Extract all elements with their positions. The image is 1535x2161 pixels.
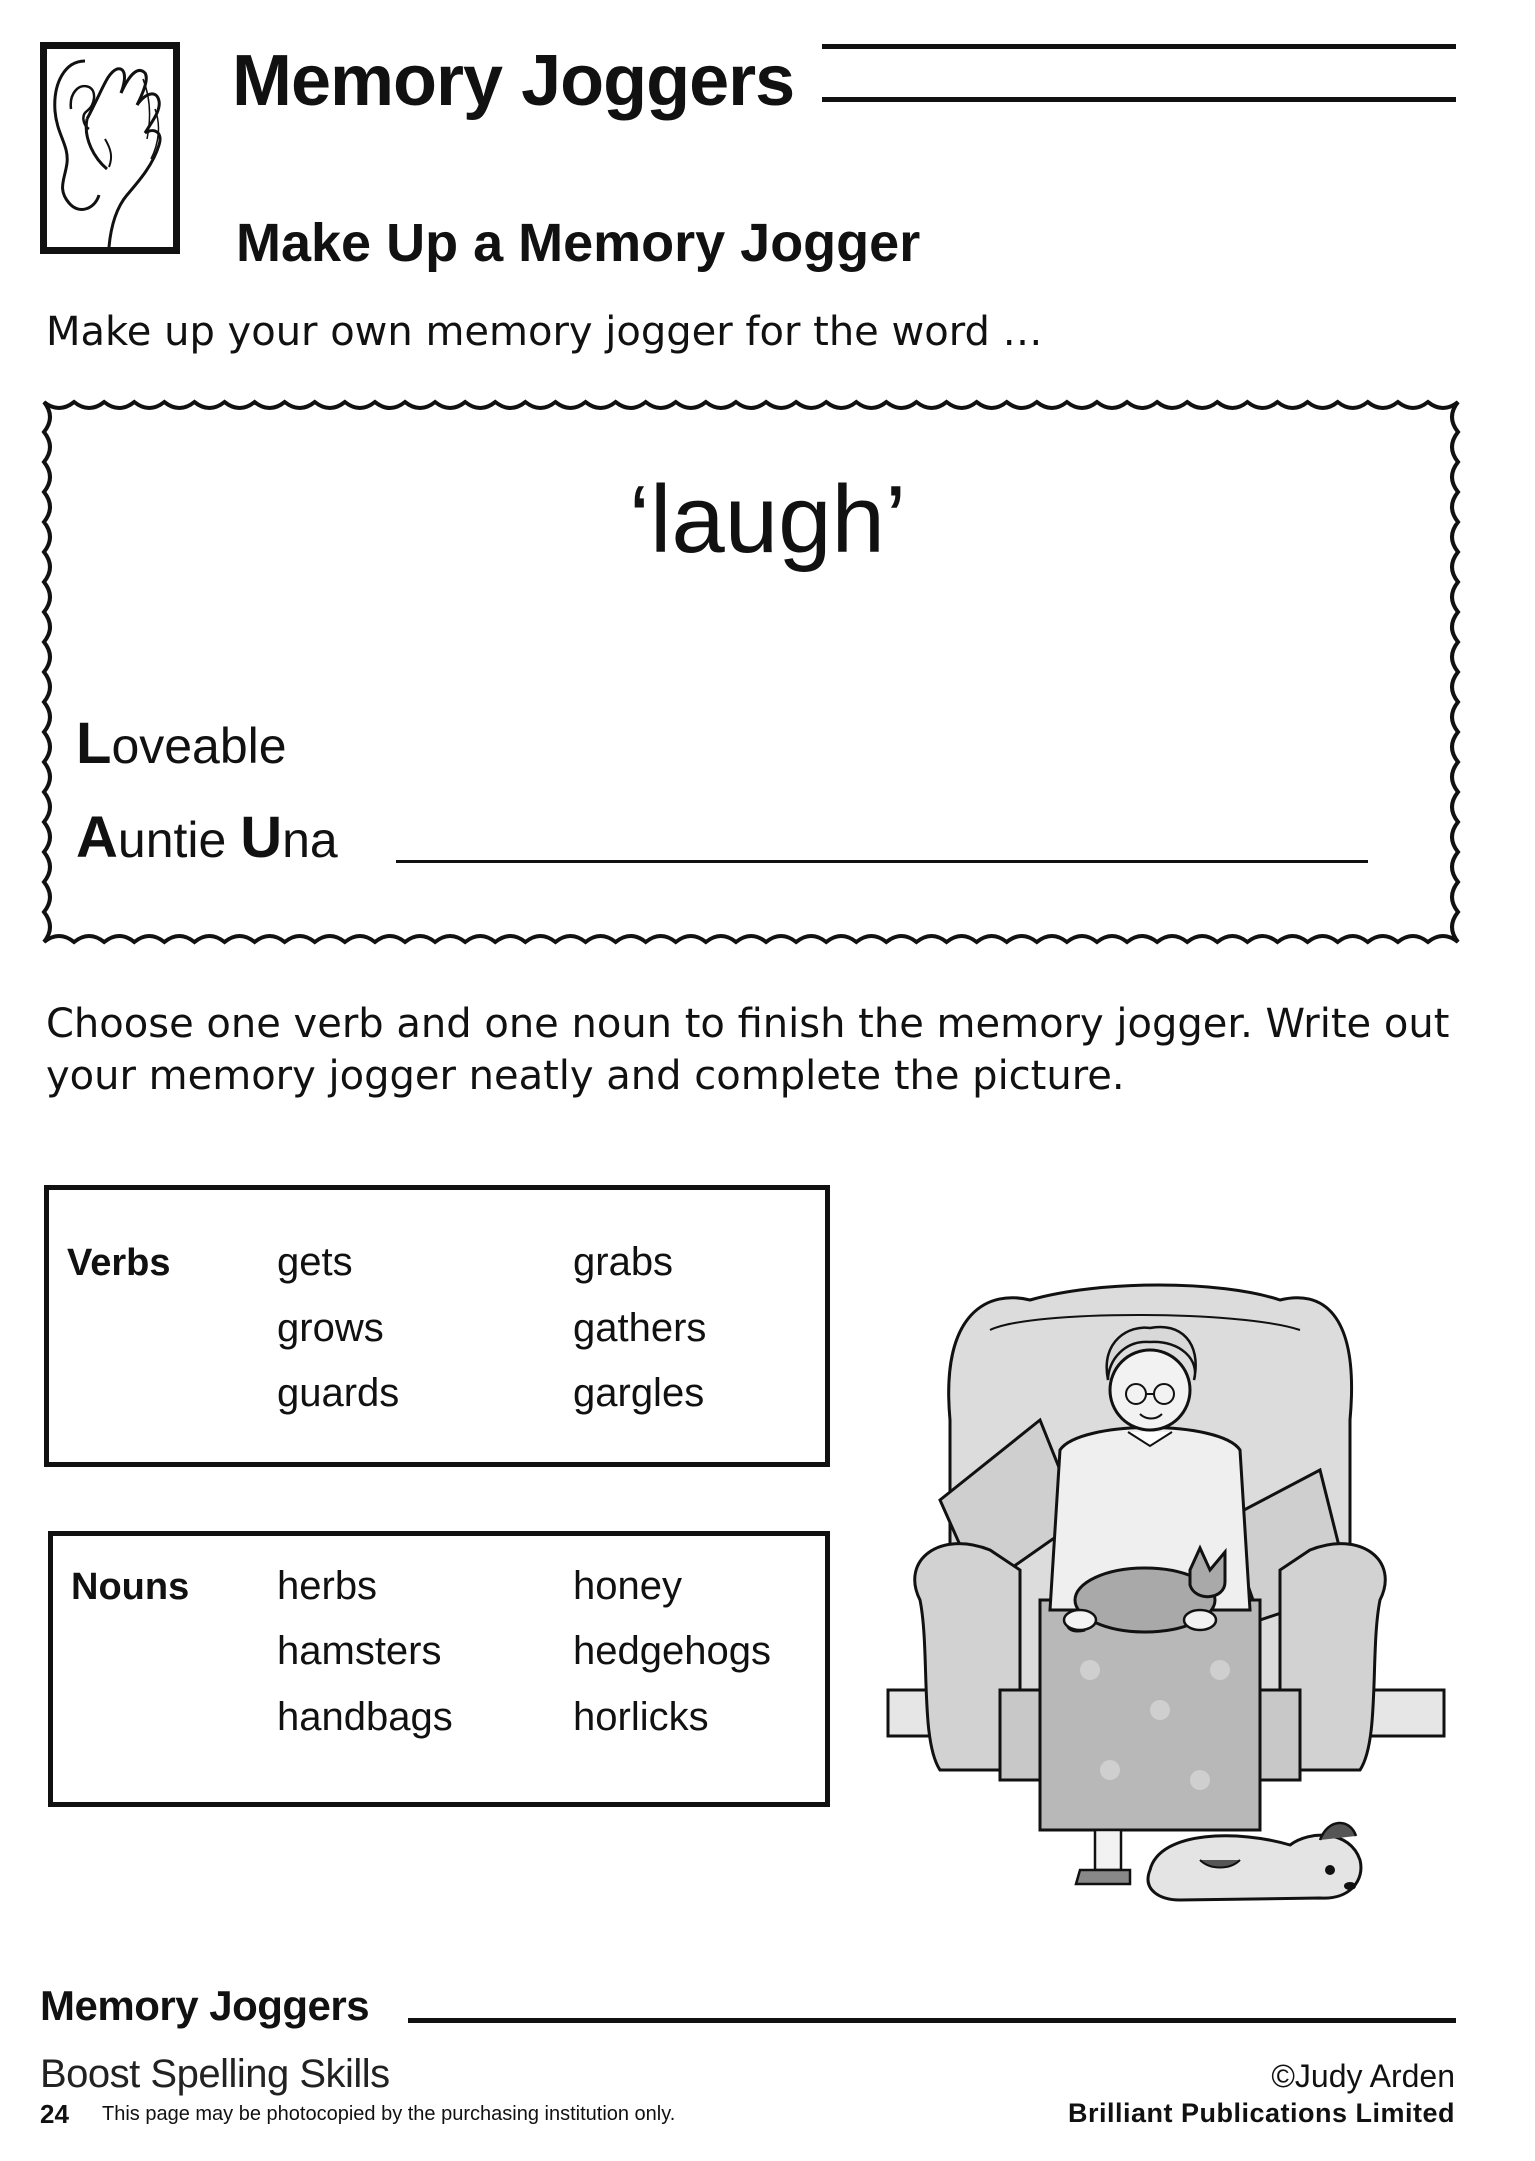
- noun-item: hedgehogs: [573, 1629, 771, 1673]
- noun-item: horlicks: [573, 1695, 709, 1739]
- verb-item: grabs: [573, 1240, 674, 1284]
- jogger-initial-l: L: [76, 711, 112, 776]
- jogger-rest-1: oveable: [111, 718, 287, 774]
- ear-listening-icon: [40, 42, 180, 254]
- jogger-rest-2b: na: [282, 812, 338, 868]
- footer-publisher: Brilliant Publications Limited: [1067, 2098, 1455, 2128]
- grandmother-armchair-illustration: [880, 1270, 1450, 1910]
- footer-copyright: ©Judy Arden: [1271, 2058, 1455, 2094]
- nouns-box: [48, 1531, 830, 1807]
- verb-item: grows: [277, 1306, 384, 1350]
- footer-photocopy-note: This page may be photocopied by the purchasing institution only.: [102, 2103, 676, 2125]
- jogger-line-2: [76, 806, 338, 872]
- footer-rule: [408, 2018, 1456, 2023]
- answer-write-line[interactable]: [396, 860, 1368, 863]
- nouns-label: Nouns: [71, 1566, 190, 1608]
- noun-item: handbags: [277, 1695, 453, 1739]
- title-rule-top: [822, 44, 1456, 49]
- page-subtitle: Make Up a Memory Jogger: [236, 213, 921, 273]
- verbs-box: [44, 1185, 830, 1467]
- noun-item: herbs: [277, 1564, 378, 1608]
- title-rule-bottom: [822, 97, 1456, 102]
- verb-item: gathers: [573, 1306, 707, 1350]
- footer-section-title: Memory Joggers: [40, 1982, 370, 2029]
- footer-page-number: 24: [40, 2099, 69, 2129]
- noun-item: honey: [573, 1564, 682, 1608]
- jogger-rest-2a: untie: [117, 812, 241, 868]
- jogger-word: ‘laugh’: [628, 466, 907, 573]
- footer-book-title: Boost Spelling Skills: [40, 2052, 390, 2096]
- jogger-line-1: [76, 712, 287, 778]
- noun-item: hamsters: [277, 1629, 442, 1673]
- jogger-initial-a: A: [76, 805, 118, 870]
- verbs-label: Verbs: [67, 1242, 171, 1284]
- page-title: Memory Joggers: [232, 41, 795, 121]
- verb-item: guards: [277, 1371, 400, 1415]
- instructions-text: Choose one verb and one noun to finish the memory jogger. Write out your memory jogger neatly and complete the picture.: [46, 1001, 1450, 1099]
- verb-item: gargles: [573, 1371, 705, 1415]
- intro-text: Make up your own memory jogger for the word …: [46, 309, 1043, 355]
- verb-item: gets: [277, 1240, 353, 1284]
- jogger-initial-u: U: [240, 805, 283, 870]
